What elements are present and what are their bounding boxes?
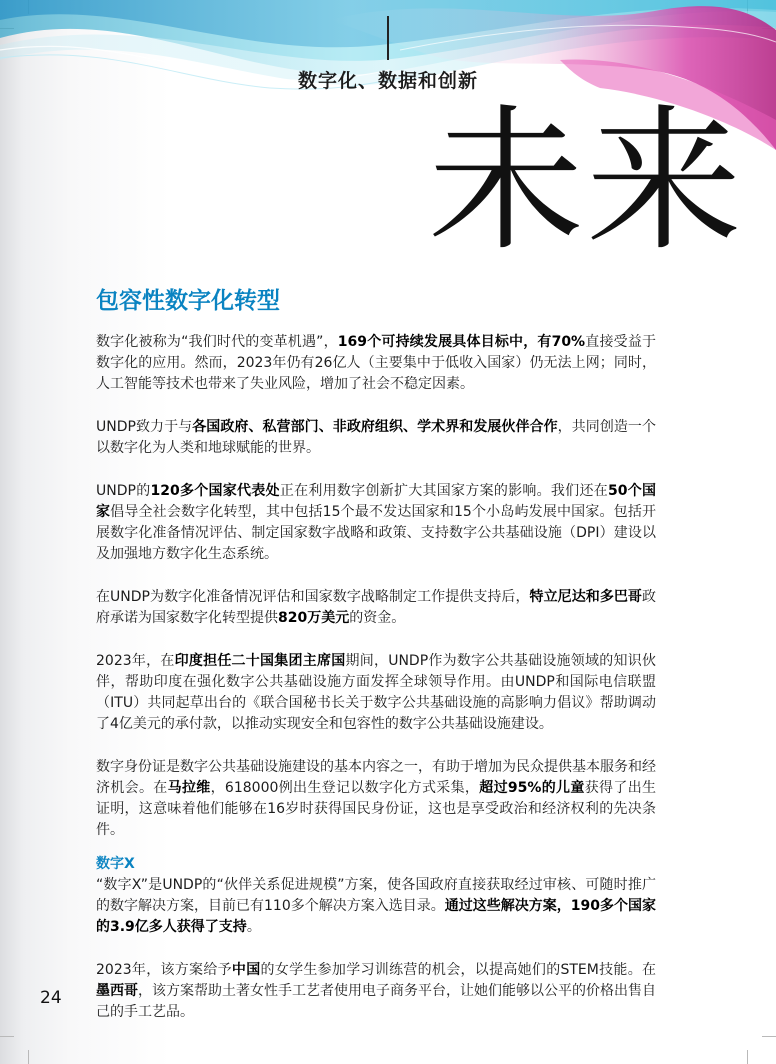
bold-text-run: 墨西哥 [96,983,138,999]
text-run: 获得了出生证明，这意味着他们能够在16岁时获得国民身份证，这也是享受政治和经济权利的先决条件。 [96,780,657,838]
crop-mark [762,1036,776,1037]
text-run: “数字X”是UNDP的“伙伴关系促进规模”方案，使各国政府直接获取经过审核、可随时推广的数字解决方案，目前已有110多个解决方案入选目录。 [96,877,656,914]
paragraph [96,651,656,735]
paragraph [96,875,656,938]
text-run: 倡导全社会数字化转型，其中包括15个最不发达国家和15个小岛屿发展中国家。包括开展数字化准备情况评估、制定国家数字战略和政策、支持数字公共基础设施（DPI）建设以及加强地方数字化生态系统。 [96,504,656,562]
bold-text-run: 169个可持续发展具体目标中，有70% [337,334,586,350]
section-title: 数字化、数据和创新 [297,70,478,92]
text-run: 数字化被称为“我们时代的变革机遇”， [96,334,338,350]
bold-text-run: 特立尼达和多巴哥 [529,589,642,605]
crop-mark [747,1050,748,1064]
text-run: 。 [246,919,261,935]
page-number: 24 [40,988,62,1008]
paragraph-list [96,332,656,841]
paragraph [96,960,656,1023]
paragraph [96,757,656,841]
text-run: 在UNDP为数字化准备情况评估和国家数字战略制定工作提供支持后， [96,589,530,605]
text-run: ，共同创造一个以数字化为人类和地球赋能的世界。 [96,419,656,456]
text-run: 数字身份证是数字公共基础设施建设的基本内容之一，有助于增加为民众提供基本服务和经济机会。在 [96,759,656,796]
subheading: 数字X [96,856,135,872]
bold-text-run: 50个国家 [96,483,656,520]
page-title: 未来 [428,90,744,272]
bold-text-run: 印度担任二十国集团主席国 [174,653,346,669]
article-body [96,284,656,1045]
text-run: 2023年，该方案给予 [96,962,232,978]
text-run: 政府承诺为国家数字化转型提供 [96,589,656,626]
text-run: UNDP的 [96,483,151,499]
crop-mark [28,1050,29,1064]
text-run: 直接受益于数字化的应用。然而，2023年仍有26亿人（主要集中于低收入国家）仍无法上网；同时，人工智能等技术也带来了失业风险，增加了社会不稳定因素。 [96,334,657,392]
bold-text-run: 中国 [231,962,261,978]
article-heading: 包容性数字化转型 [96,288,280,314]
paragraph [96,481,656,565]
sub-paragraph-list [96,875,656,1023]
bold-text-run: 马拉维 [167,780,211,796]
bold-text-run: 820万美元 [278,610,350,626]
bold-text-run: 各国政府、私营部门、非政府组织、学术界和发展伙伴合作 [192,419,558,435]
bold-text-run: 通过这些解决方案，190多个国家的3.9亿多人获得了支持 [96,898,656,935]
paragraph [96,332,656,395]
text-run: 正在利用数字创新扩大其国家方案的影响。我们还在 [279,483,608,499]
bold-text-run: 120多个国家代表处 [150,483,280,499]
text-run: 2023年，在 [96,653,175,669]
text-run: ，该方案帮助土著女性手工艺者使用电子商务平台，让她们能够以公平的价格出售自己的手工艺品。 [96,983,656,1020]
text-run: UNDP致力于与 [96,419,193,435]
header-divider [387,16,389,60]
text-run: 期间，UNDP作为数字公共基础设施领域的知识伙伴，帮助印度在强化数字公共基础设施方面发挥全球领导作用。由UNDP和国际电信联盟（ITU）共同起草出台的《联合国秘书长关于数字公共基础设施的高影响力倡议》帮助调动了4亿美元的承付款，以推动实现安全和包容性的数字公共基础设施建设。 [96,653,656,732]
text-run: 的女学生参加学习训练营的机会，以提高她们的STEM技能。在 [260,962,656,978]
paragraph [96,587,656,629]
paragraph [96,417,656,459]
crop-mark [0,1036,14,1037]
bold-text-run: 超过95%的儿童 [479,780,585,796]
text-run: ，618000例出生登记以数字化方式采集， [210,780,480,796]
text-run: 的资金。 [349,610,406,626]
